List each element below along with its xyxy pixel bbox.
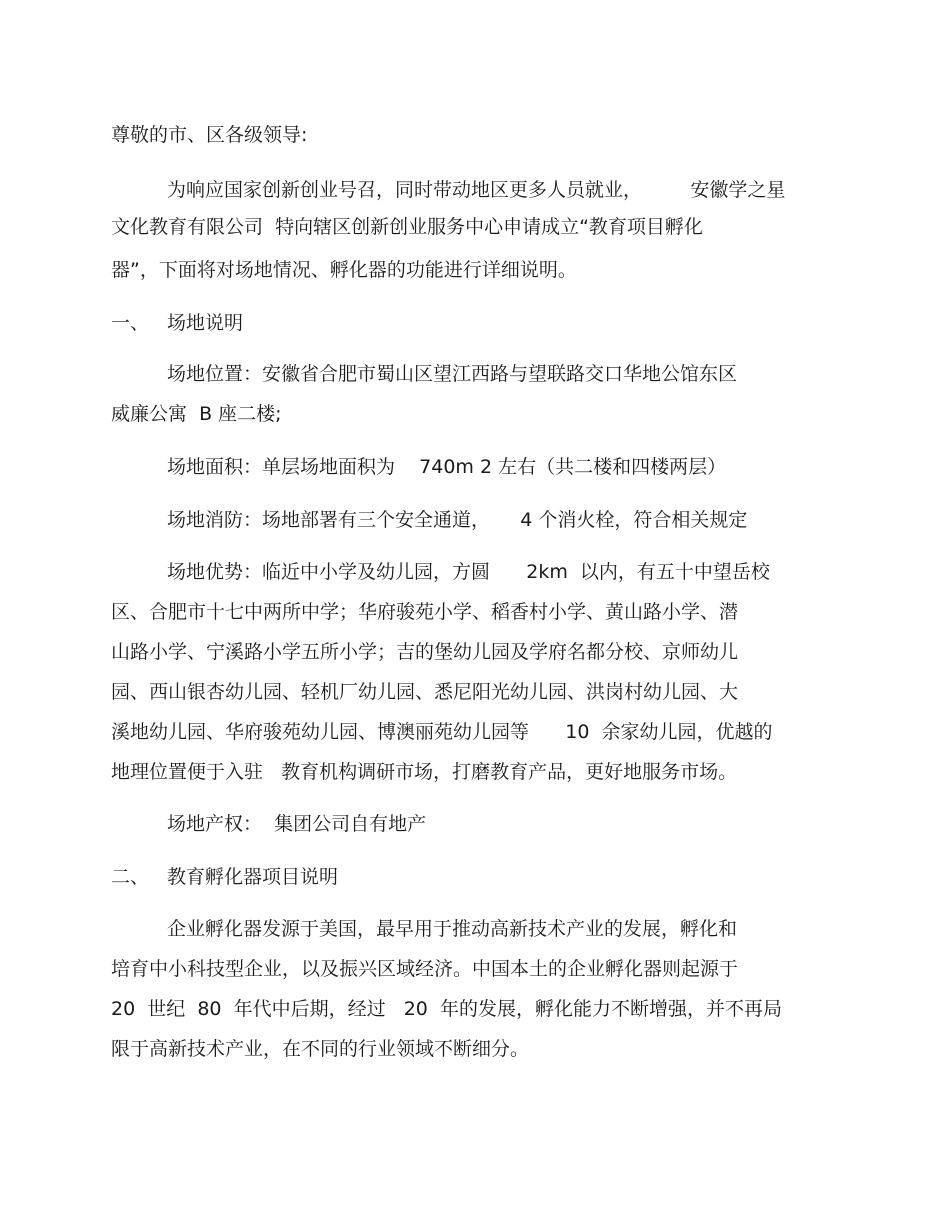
section-2-number: 二、: [111, 866, 150, 888]
section-2-line-3: 20 世纪 80 年代中后期，经过 20 年的发展，孵化能力不断增强，并不再局: [111, 998, 782, 1020]
intro-line-2: 文化教育有限公司 特向辖区创新创业服务中心申请成立“教育项目孵化: [111, 216, 703, 238]
intro-line-3: 器”，下面将对场地情况、孵化器的功能进行详细说明。: [111, 259, 577, 281]
section-2-line-2: 培育中小科技型企业，以及振兴区域经济。中国本土的企业孵化器则起源于: [111, 958, 739, 980]
advantage-line-1: 场地优势：临近中小学及幼儿园，方圆 2km 以内，有五十中望岳校: [167, 561, 770, 583]
location-line-2: 威廉公寓 B 座二楼;: [111, 403, 282, 425]
area-line: 场地面积：单层场地面积为 740m 2 左右（共二楼和四楼两层）: [167, 456, 727, 478]
ownership-line: 场地产权： 集团公司自有地产: [167, 813, 427, 835]
location-line-1: 场地位置：安徽省合肥市蜀山区望江西路与望联路交口华地公馆东区: [167, 363, 738, 385]
advantage-line-3: 山路小学、宁溪路小学五所小学；吉的堡幼儿园及学府名都分校、京师幼儿: [111, 641, 739, 663]
advantage-line-4: 园、西山银杏幼儿园、轻机厂幼儿园、悉尼阳光幼儿园、洪岗村幼儿园、大: [111, 681, 739, 703]
section-1-title: 场地说明: [167, 312, 244, 334]
advantage-line-6: 地理位置便于入驻 教育机构调研市场，打磨教育产品，更好地服务市场。: [111, 761, 738, 783]
fire-line: 场地消防：场地部署有三个安全通道， 4 个消火栓，符合相关规定: [167, 509, 748, 531]
section-2-line-4: 限于高新技术产业，在不同的行业领域不断细分。: [111, 1038, 530, 1060]
section-2-title: 教育孵化器项目说明: [167, 866, 339, 888]
section-2-line-1: 企业孵化器发源于美国，最早用于推动高新技术产业的发展，孵化和: [167, 918, 738, 940]
intro-line-1: 为响应国家创新创业号召，同时带动地区更多人员就业， 安徽学之星: [167, 179, 786, 201]
advantage-line-2: 区、合肥市十七中两所中学；华府骏苑小学、稻香村小学、黄山路小学、潜: [111, 601, 739, 623]
advantage-line-5: 溪地幼儿园、华府骏苑幼儿园、博澳丽苑幼儿园等 10 余家幼儿园，优越的: [111, 721, 773, 743]
section-1-number: 一、: [111, 312, 150, 334]
salutation: 尊敬的市、区各级领导:: [111, 124, 308, 146]
